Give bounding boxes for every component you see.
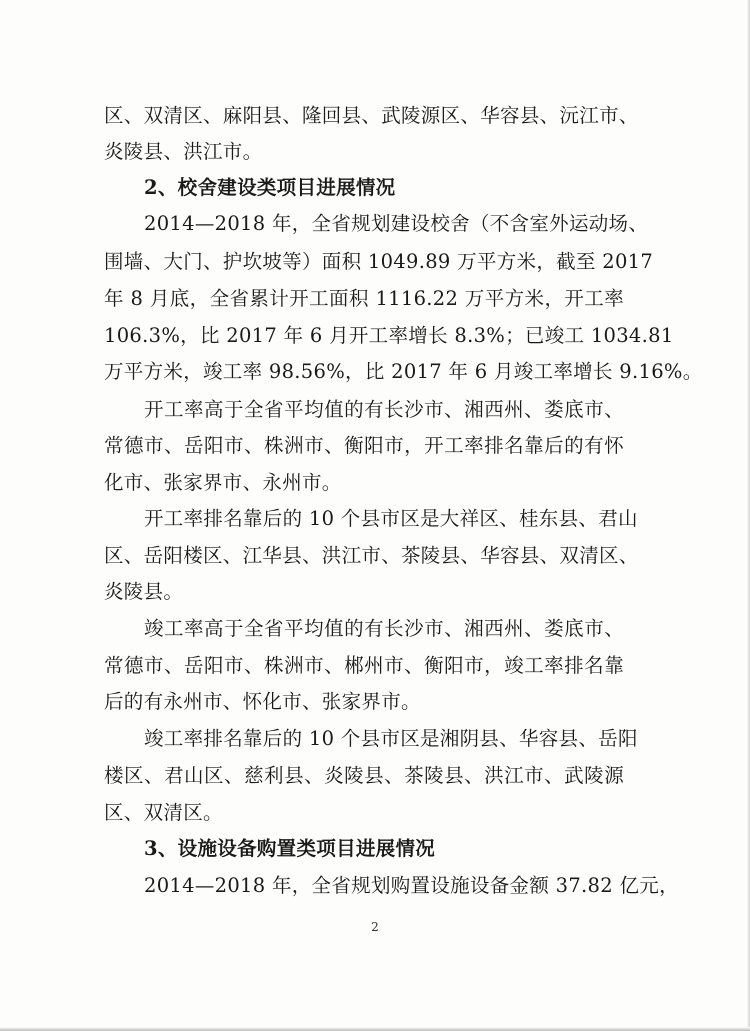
- text-line: 后的有永州市、怀化市、张家界市。: [104, 690, 421, 713]
- text-line: 区、双清区。: [104, 801, 223, 824]
- text-line: 区、双清区、麻阳县、隆回县、武陵源区、华容县、沅江市、: [104, 104, 639, 127]
- text-line: 106.3%，比 2017 年 6 月开工率增长 8.3%；已竣工 1034.81: [104, 324, 674, 347]
- section-heading: 2、校舍建设类项目进展情况: [144, 176, 396, 199]
- text-line: 围墙、大门、护坎坡等）面积 1049.89 万平方米，截至 2017: [104, 250, 654, 273]
- section-heading: 3、设施设备购置类项目进展情况: [144, 837, 436, 860]
- text-line: 化市、张家界市、永州市。: [104, 471, 342, 494]
- page-number: 2: [371, 920, 379, 934]
- text-line: 炎陵县。: [104, 580, 184, 603]
- text-line: 炎陵县、洪江市。: [104, 140, 263, 163]
- text-line: 2014—2018 年，全省规划购置设施设备金额 37.82 亿元，: [144, 874, 679, 897]
- text-line: 区、岳阳楼区、江华县、洪江市、茶陵县、华容县、双清区、: [104, 544, 639, 567]
- text-line: 常德市、岳阳市、株洲市、衡阳市，开工率排名靠后的有怀: [104, 434, 624, 457]
- text-line: 楼区、君山区、慈利县、炎陵县、茶陵县、洪江市、武陵源: [104, 764, 624, 787]
- text-line: 竣工率排名靠后的 10 个县市区是湘阴县、华容县、岳阳: [144, 727, 638, 750]
- text-line: 开工率排名靠后的 10 个县市区是大祥区、桂东县、君山: [144, 507, 638, 530]
- text-line: 开工率高于全省平均值的有长沙市、湘西州、娄底市、: [144, 398, 624, 421]
- text-line: 年 8 月底，全省累计开工面积 1116.22 万平方米，开工率: [104, 287, 624, 310]
- text-line: 竣工率高于全省平均值的有长沙市、湘西州、娄底市、: [144, 617, 624, 640]
- text-line: 2014—2018 年，全省规划建设校舍（不含室外运动场、: [144, 212, 649, 235]
- scan-edge-bottom: [0, 1027, 750, 1031]
- text-line: 常德市、岳阳市、株洲市、郴州市、衡阳市，竣工率排名靠: [104, 654, 624, 677]
- text-line: 万平方米，竣工率 98.56%，比 2017 年 6 月竣工率增长 9.16%。: [104, 360, 703, 383]
